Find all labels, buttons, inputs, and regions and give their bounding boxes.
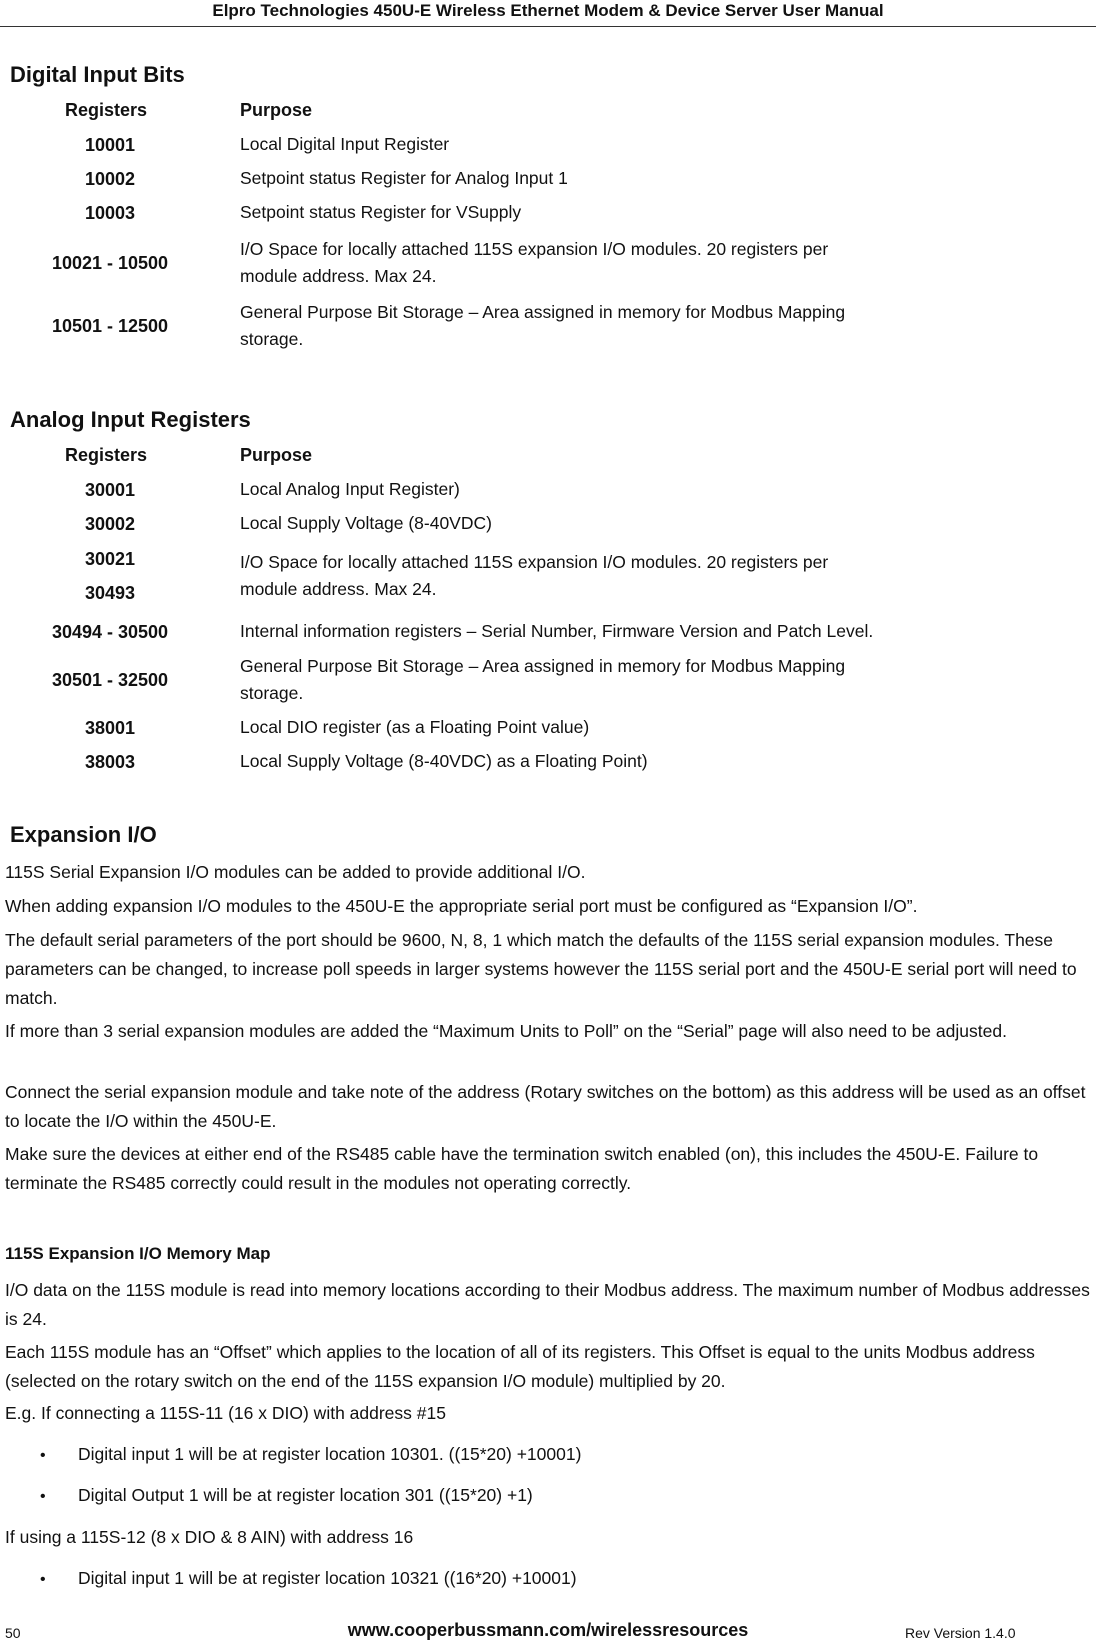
analog-purpose: Internal information registers – Serial Number, Firmware Version and Patch Level.	[240, 621, 874, 641]
expansion-paragraph: Connect the serial expansion module and take note of the address (Rotary switches on the bottom) as this address will be used as an offset to locate the I/O within the 450U-E.	[5, 1082, 1086, 1131]
analog-purpose: Local Analog Input Register)	[240, 479, 460, 499]
analog-register: 30493	[84, 583, 136, 603]
bullet-icon: •	[40, 1447, 46, 1464]
memory-map-paragraph: Each 115S module has an “Offset” which applies to the location of all of its registers. This Offset is equal to the units Modbus address (selected on the rotary switch on the end of the 115S expansion I/O module) multiplied by 20.	[5, 1342, 1035, 1391]
analog-purpose: module address. Max 24.	[240, 579, 437, 599]
digital-col-registers: Registers	[65, 100, 148, 120]
memory-map-paragraph: I/O data on the 115S module is read into memory locations according to their Modbus address. The maximum number of Modbus addresses is 24.	[5, 1280, 1090, 1329]
bullet-icon: •	[40, 1571, 46, 1588]
list-item	[40, 1444, 1080, 1465]
analog-register: 30001	[84, 480, 136, 500]
footer-version: Rev Version 1.4.0	[905, 1625, 1016, 1641]
digital-inputs-heading: Digital Input Bits	[10, 62, 185, 87]
digital-register: 10003	[84, 203, 136, 223]
memory-map-paragraph: If using a 115S-12 (8 x DIO & 8 AIN) with address 16	[5, 1527, 414, 1547]
memory-map-heading: 115S Expansion I/O Memory Map	[5, 1244, 271, 1263]
digital-register: 10501 - 12500	[51, 316, 169, 336]
analog-purpose: I/O Space for locally attached 115S expansion I/O modules. 20 registers per	[240, 552, 829, 572]
list-item	[40, 1568, 1080, 1589]
expansion-paragraph: If more than 3 serial expansion modules are added the “Maximum Units to Poll” on the “Serial” page will also need to be adjusted.	[5, 1021, 1007, 1041]
analog-register: 30002	[84, 514, 136, 534]
analog-register: 30494 - 30500	[51, 622, 169, 642]
digital-purpose: Setpoint status Register for VSupply	[240, 202, 522, 222]
list-item-text: Digital input 1 will be at register location 10301. ((15*20) +10001)	[78, 1444, 582, 1464]
expansion-paragraph: The default serial parameters of the port should be 9600, N, 8, 1 which match the defaults of the 115S serial expansion modules. These parameters can be changed, to increase poll speeds in larger systems however the 115S serial port and the 450U-E serial port will need to match.	[5, 930, 1077, 1008]
analog-purpose: Local DIO register (as a Floating Point value)	[240, 717, 590, 737]
analog-col-registers: Registers	[65, 445, 148, 465]
footer-url: www.cooperbussmann.com/wirelessresources	[347, 1620, 749, 1640]
analog-col-purpose: Purpose	[240, 445, 313, 465]
analog-purpose: Local Supply Voltage (8-40VDC)	[240, 513, 492, 533]
digital-purpose: I/O Space for locally attached 115S expansion I/O modules. 20 registers per	[240, 239, 829, 259]
expansion-heading: Expansion I/O	[10, 822, 157, 847]
expansion-paragraph: When adding expansion I/O modules to the 450U-E the appropriate serial port must be configured as “Expansion I/O”.	[5, 896, 918, 916]
digital-purpose: storage.	[240, 329, 304, 349]
digital-register: 10002	[84, 169, 136, 189]
memory-map-paragraph: E.g. If connecting a 115S-11 (16 x DIO) with address #15	[5, 1403, 446, 1423]
digital-col-purpose: Purpose	[240, 100, 313, 120]
bullet-icon: •	[40, 1488, 46, 1505]
page-header-title: Elpro Technologies 450U-E Wireless Ethernet Modem & Device Server User Manual	[0, 0, 1096, 27]
analog-register: 38003	[84, 752, 136, 772]
list-item-text: Digital input 1 will be at register location 10321 ((16*20) +10001)	[78, 1568, 577, 1588]
expansion-paragraph: Make sure the devices at either end of the RS485 cable have the termination switch enabled (on), this includes the 450U-E. Failure to terminate the RS485 correctly could result in the modules not operating correctly.	[5, 1144, 1039, 1193]
analog-register: 38001	[84, 718, 136, 738]
analog-register: 30021	[84, 549, 136, 569]
analog-purpose: storage.	[240, 683, 304, 703]
expansion-paragraph: 115S Serial Expansion I/O modules can be added to provide additional I/O.	[5, 862, 586, 882]
analog-register: 30501 - 32500	[51, 670, 169, 690]
digital-register: 10021 - 10500	[51, 253, 169, 273]
digital-purpose: module address. Max 24.	[240, 266, 437, 286]
page-number: 50	[5, 1625, 21, 1641]
digital-purpose: Local Digital Input Register	[240, 134, 450, 154]
analog-inputs-heading: Analog Input Registers	[10, 407, 251, 432]
analog-purpose: Local Supply Voltage (8-40VDC) as a Floating Point)	[240, 751, 648, 771]
list-item-text: Digital Output 1 will be at register location 301 ((15*20) +1)	[78, 1485, 533, 1505]
analog-purpose: General Purpose Bit Storage – Area assigned in memory for Modbus Mapping	[240, 656, 846, 676]
list-item	[40, 1485, 1080, 1506]
digital-register: 10001	[84, 135, 136, 155]
digital-purpose: Setpoint status Register for Analog Input 1	[240, 168, 568, 188]
digital-purpose: General Purpose Bit Storage – Area assigned in memory for Modbus Mapping	[240, 302, 846, 322]
